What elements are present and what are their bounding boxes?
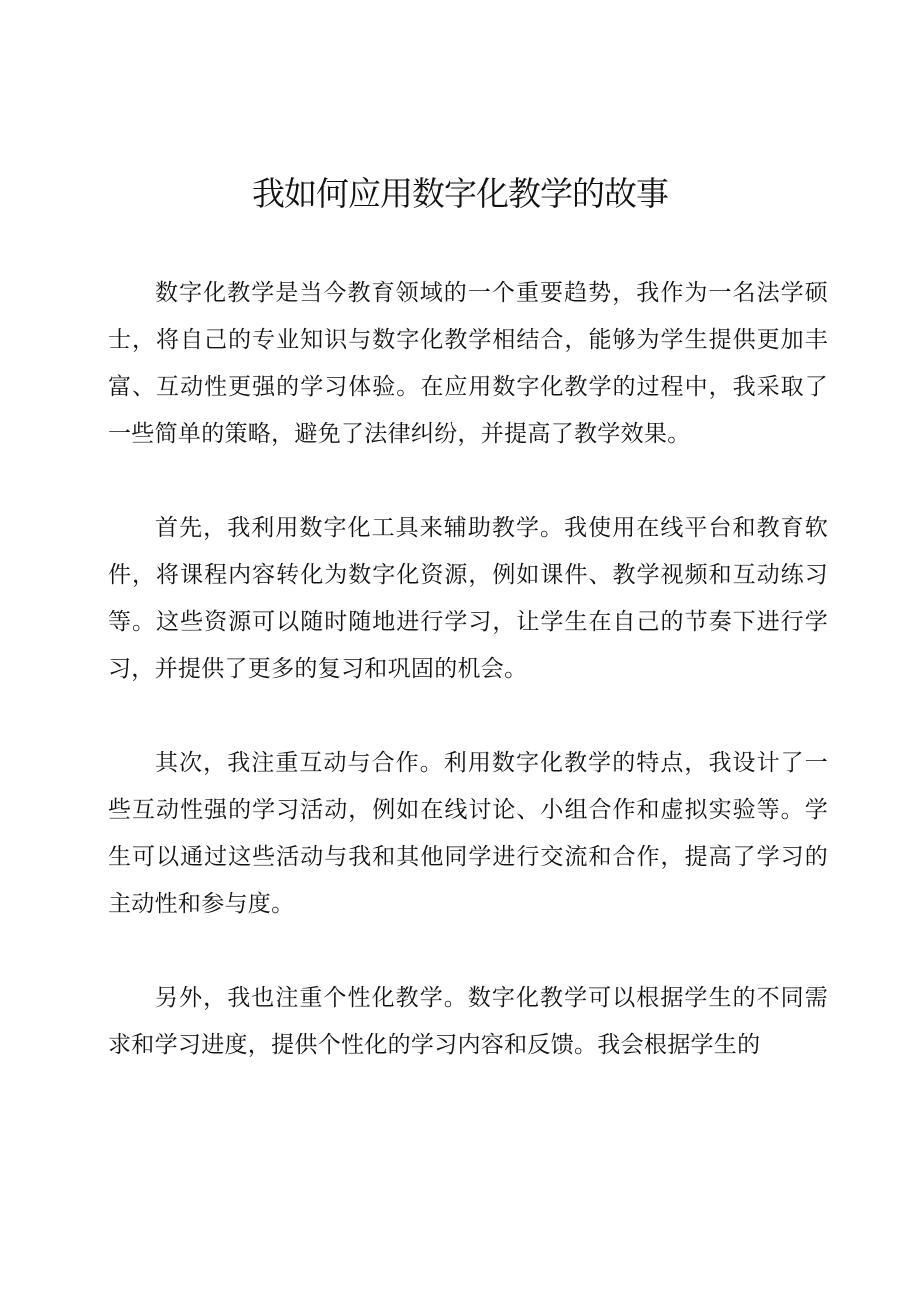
paragraph-2: 首先，我利用数字化工具来辅助教学。我使用在线平台和教育软件，将课程内容转化为数字化资源，例如课件、教学视频和互动练习等。这些资源可以随时随地进行学习，让学生在自己的节奏下进行学习，并提供了更多的复习和巩固的机会。 bbox=[108, 515, 828, 682]
document-title: 我如何应用数字化教学的故事 bbox=[252, 174, 668, 213]
paragraph-3: 其次，我注重互动与合作。利用数字化教学的特点，我设计了一些互动性强的学习活动，例如在线讨论、小组合作和虚拟实验等。学生可以通过这些活动与我和其他同学进行交流和合作，提高了学习的主动性和参与度。 bbox=[108, 750, 828, 917]
paragraph-4: 另外，我也注重个性化教学。数字化教学可以根据学生的不同需求和学习进度，提供个性化的学习内容和反馈。我会根据学生的 bbox=[108, 985, 828, 1058]
paragraph-1: 数字化教学是当今教育领域的一个重要趋势，我作为一名法学硕士，将自己的专业知识与数字化教学相结合，能够为学生提供更加丰富、互动性更强的学习体验。在应用数字化教学的过程中，我采取了一些简单的策略，避免了法律纠纷，并提高了教学效果。 bbox=[108, 280, 828, 447]
document-body bbox=[108, 270, 828, 1116]
